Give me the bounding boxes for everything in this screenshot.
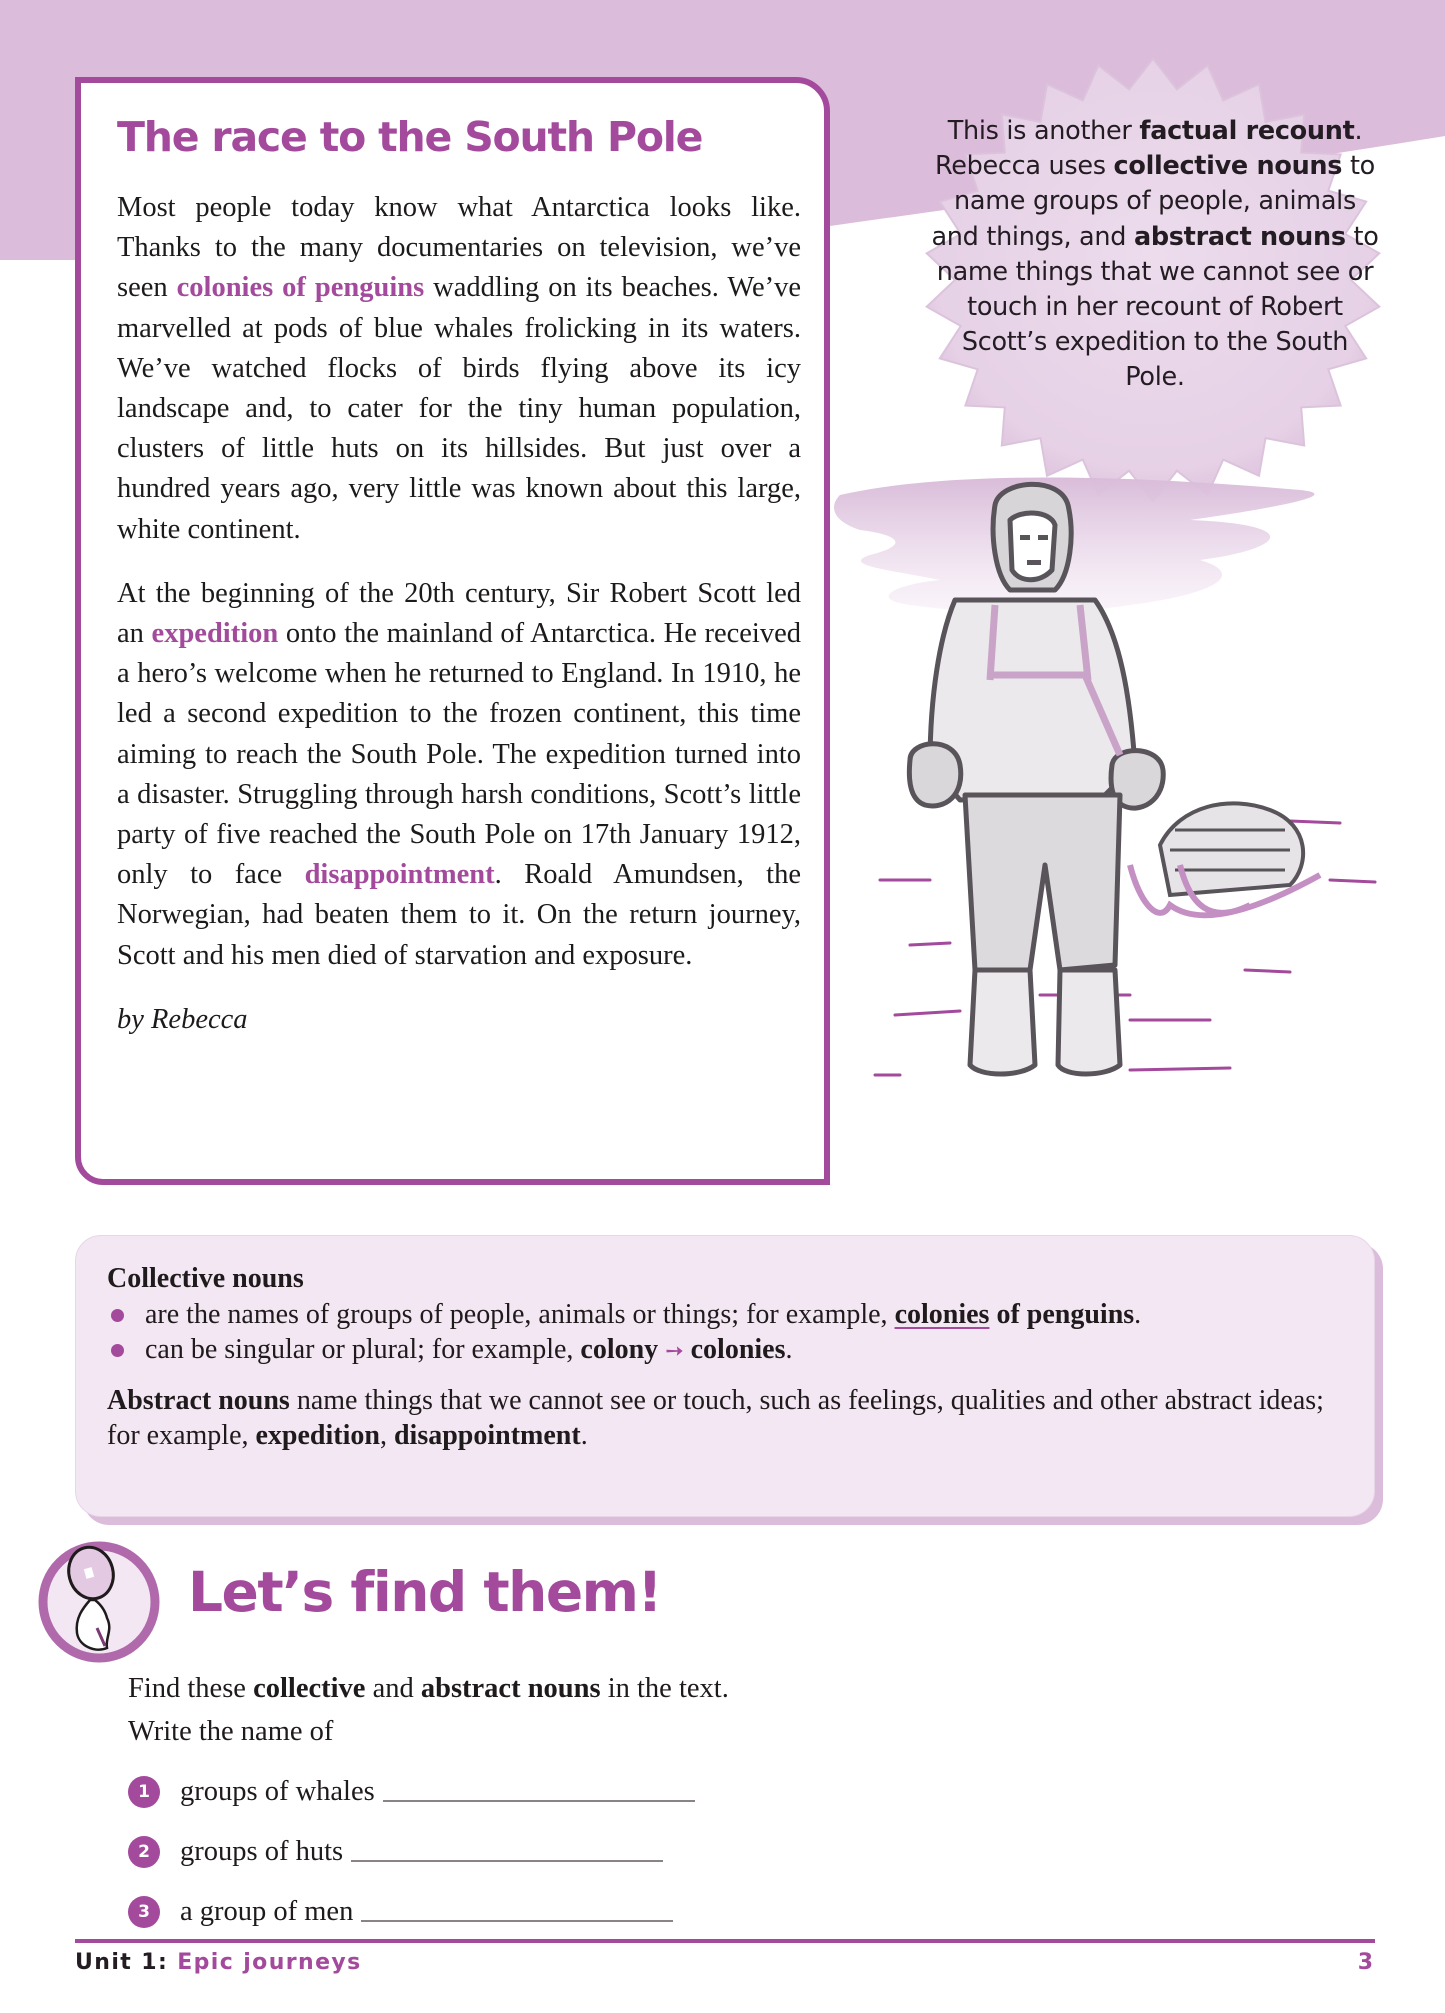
text: waddling on its beaches. We’ve marvelled at pods of blue whales frolicking in its waters. We’ve watched flocks of birds flying above its icy landscape and, to cater for the tiny human population, clusters of little huts on its hillsides. But just over a hundred years ago, very little was known about this large, white continent. — [117, 272, 802, 545]
question-item — [128, 1890, 673, 1930]
activity-instructions — [128, 1667, 729, 1753]
text: to name groups of people, animals and things, and — [931, 151, 1375, 252]
bold-term: collective nouns — [1113, 151, 1343, 182]
activity-title: Let’s find them! — [188, 1560, 662, 1624]
text: . Rebecca uses — [935, 116, 1363, 182]
grammar-info-box — [75, 1235, 1375, 1517]
bold-term: colony — [580, 1334, 659, 1365]
bold-term: abstract nouns — [1133, 221, 1346, 252]
text: onto the mainland of Antarctica. He received a hero’s welcome when he returned to England. In 1910, he led a second expedition to the frozen continent, this time aiming to reach the South Pole. The expedition turned into a disaster. Struggling through harsh conditions, Scott’s little party of five reached the South Pole on 17th January 1912, only to face — [117, 618, 801, 891]
question-number-badge: 2 — [128, 1836, 160, 1868]
info-bullet-item — [107, 1297, 1347, 1332]
text: At the beginning of the 20th century, Sir Robert Scott led an — [117, 577, 801, 650]
bold-term: abstract nouns — [420, 1673, 601, 1704]
text: . — [785, 1334, 793, 1365]
question-item — [128, 1830, 663, 1870]
bold-term: colonies — [690, 1334, 786, 1365]
magnifying-glass-icon — [35, 1538, 165, 1666]
bold-term: Abstract nouns — [107, 1385, 290, 1416]
text: . — [1134, 1299, 1142, 1330]
bold-term: disappointment — [393, 1420, 581, 1451]
story-paragraph-2 — [117, 574, 801, 976]
bullet-icon — [111, 1309, 124, 1322]
text: . — [580, 1420, 588, 1451]
footer-divider — [75, 1939, 1375, 1943]
info-heading: Collective nouns — [107, 1263, 304, 1294]
answer-field[interactable] — [383, 1800, 695, 1802]
question-text: groups of huts — [180, 1836, 344, 1867]
bold-term: expedition — [255, 1420, 380, 1451]
question-text: groups of whales — [180, 1776, 375, 1807]
story-title: The race to the South Pole — [117, 113, 703, 161]
question-number-badge: 1 — [128, 1776, 160, 1808]
text: , — [379, 1420, 394, 1451]
highlight-colonies-of-penguins: colonies of penguins — [176, 272, 425, 304]
story-body — [117, 188, 801, 1064]
page-number: 3 — [1357, 1950, 1373, 1975]
bold-term: of penguins — [989, 1299, 1135, 1330]
text: to name things that we cannot see or touch in her recount of Robert Scott’s expedition to the South Pole. — [936, 221, 1379, 393]
highlight-expedition: expedition — [151, 618, 279, 650]
footer-unit-label — [75, 1950, 362, 1975]
story-paragraph-1 — [117, 188, 801, 550]
question-text: a group of men — [180, 1896, 354, 1927]
text: in the text. — [600, 1673, 729, 1704]
explorer-with-sledge-illustration — [830, 465, 1445, 1225]
text: Find these — [128, 1673, 254, 1704]
underlined-term: colonies — [894, 1299, 990, 1330]
bold-term: factual recount — [1139, 116, 1355, 146]
text: name things that we cannot see or touch, such as feelings, qualities and other abstract ideas; for example, — [107, 1385, 1324, 1451]
question-item — [128, 1770, 695, 1810]
unit-prefix: Unit 1: — [75, 1950, 178, 1975]
unit-name: Epic journeys — [177, 1950, 362, 1975]
instruction-line-2: Write the name of — [128, 1716, 334, 1747]
answer-field[interactable] — [351, 1860, 663, 1862]
text: are the names of groups of people, animals or things; for example, — [145, 1299, 895, 1330]
text: Most people today know what Antarctica looks like. Thanks to the many documentaries on television, we’ve seen — [117, 192, 801, 304]
question-number-badge: 3 — [128, 1896, 160, 1928]
bold-term: collective — [253, 1673, 366, 1704]
story-byline: by Rebecca — [117, 1003, 248, 1035]
bullet-icon — [111, 1344, 124, 1357]
text: . Roald Amundsen, the Norwegian, had beaten them to it. On the return journey, Scott and his men died of starvation and exposure. — [117, 859, 801, 971]
arrow-right-icon: ➙ — [665, 1339, 684, 1364]
info-bullet-item — [107, 1332, 1347, 1369]
info-bullet-list — [107, 1297, 1347, 1369]
text: This is another — [947, 116, 1140, 146]
highlight-disappointment: disappointment — [304, 859, 495, 891]
abstract-nouns-definition — [107, 1383, 1347, 1453]
story-panel — [75, 77, 830, 1185]
instruction-line-1 — [128, 1667, 729, 1710]
answer-field[interactable] — [361, 1920, 673, 1922]
text: can be singular or plural; for example, — [145, 1334, 581, 1365]
speech-burst-text — [930, 114, 1380, 396]
text: and — [365, 1673, 421, 1704]
